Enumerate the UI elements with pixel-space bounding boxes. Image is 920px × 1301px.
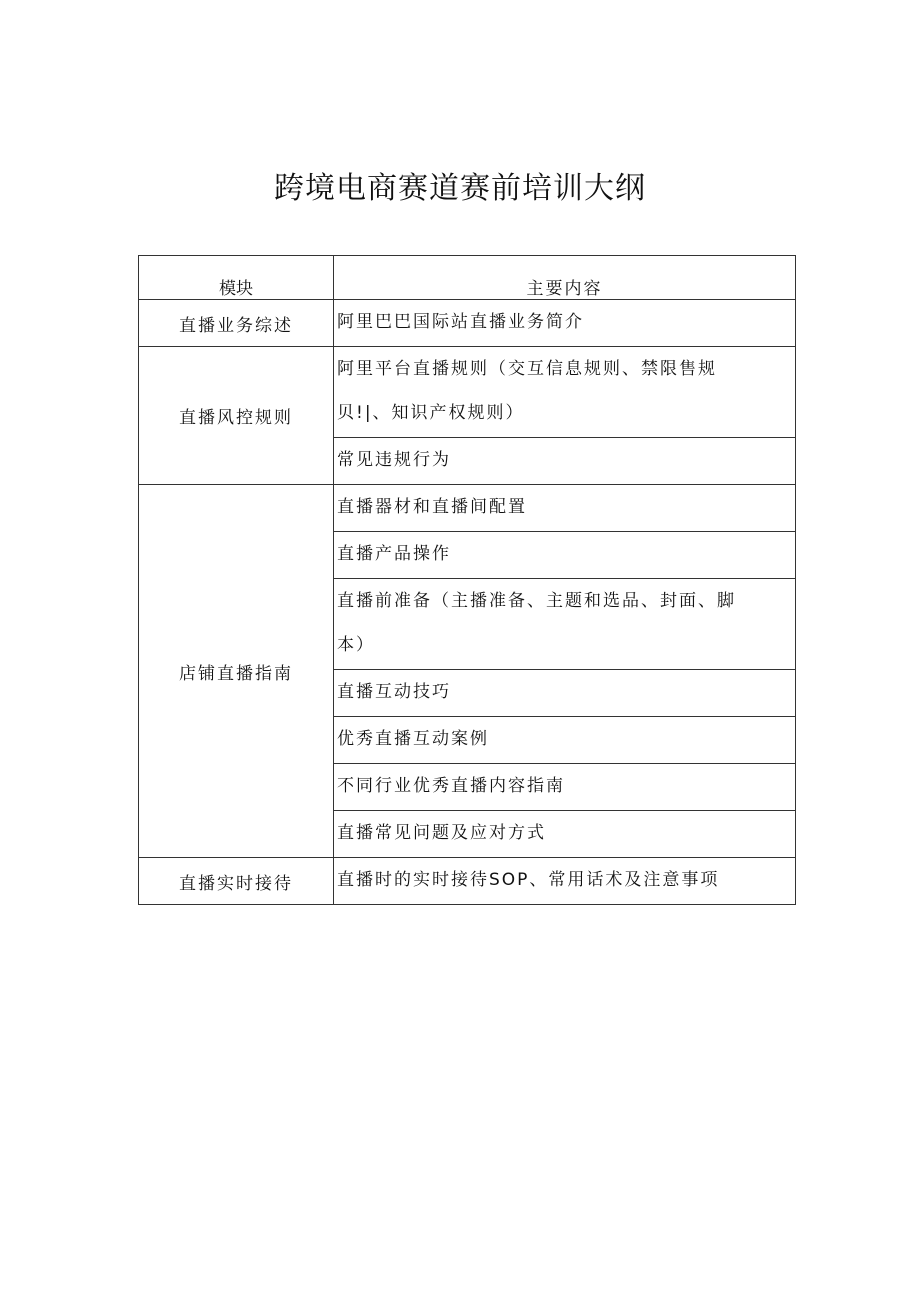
header-module: 模块: [139, 256, 334, 300]
outline-table: [138, 255, 796, 905]
table-header-row: [139, 256, 796, 300]
content-cell: 直播互动技巧: [334, 670, 796, 717]
table-row: [139, 858, 796, 905]
table-row: [139, 300, 796, 347]
content-cell: 直播常见问题及应对方式: [334, 811, 796, 858]
content-cell: 阿里巴巴国际站直播业务简介: [334, 300, 796, 347]
content-cell: 直播前准备（主播准备、主题和选品、封面、脚本）: [334, 579, 796, 670]
content-cell: 不同行业优秀直播内容指南: [334, 764, 796, 811]
module-cell: 直播业务综述: [139, 300, 334, 347]
module-cell: 直播风控规则: [139, 347, 334, 485]
page-title: 跨境电商赛道赛前培训大纲: [274, 171, 646, 206]
content-cell: 优秀直播互动案例: [334, 717, 796, 764]
table-row: [139, 347, 796, 438]
content-cell: 阿里平台直播规则（交互信息规则、禁限售规贝!|、知识产权规则）: [334, 347, 796, 438]
content-cell: 常见违规行为: [334, 438, 796, 485]
content-cell: 直播器材和直播间配置: [334, 485, 796, 532]
content-cell: 直播产品操作: [334, 532, 796, 579]
content-cell: 直播时的实时接待SOP、常用话术及注意事项: [334, 858, 796, 905]
module-cell: 店铺直播指南: [139, 485, 334, 858]
module-cell: 直播实时接待: [139, 858, 334, 905]
header-content: 主要内容: [334, 256, 796, 300]
table-row: [139, 485, 796, 532]
